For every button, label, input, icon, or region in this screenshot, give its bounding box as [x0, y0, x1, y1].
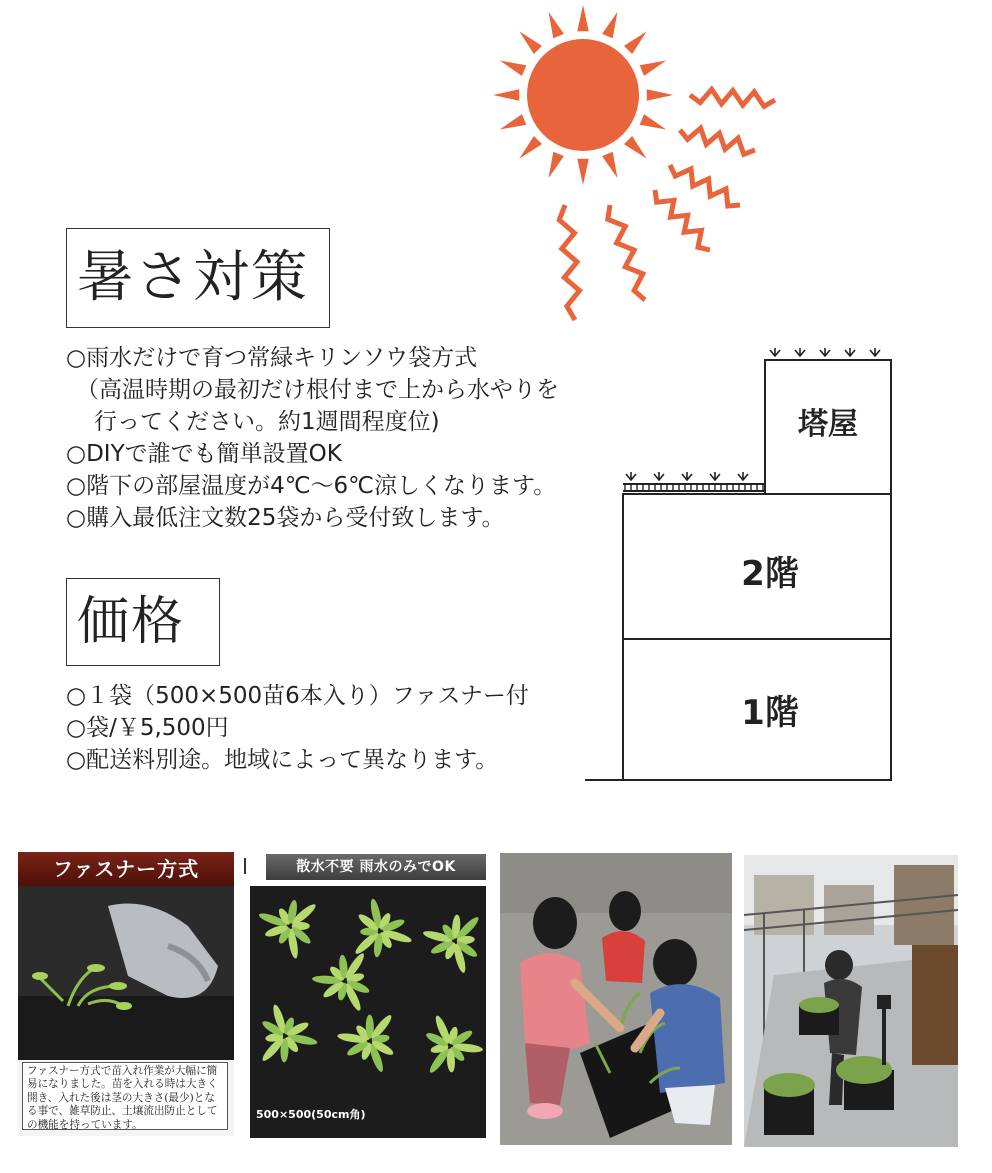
feature-line: ○雨水だけで育つ常緑キリンソウ袋方式 — [66, 345, 478, 371]
heat-wave-line — [670, 165, 740, 206]
planting-hands-image — [18, 886, 234, 1060]
roof-plant-icon — [738, 472, 748, 480]
fastener-method-photo — [18, 852, 234, 1136]
roof-plant-icon — [626, 472, 636, 480]
sun-ray — [519, 31, 542, 54]
sun-ray — [640, 61, 666, 76]
price-heading: 価格 — [66, 578, 220, 666]
roof-plant-icon — [870, 348, 880, 356]
sun-ray — [640, 114, 666, 129]
price-line: ○配送料別途。地域によって異なります。 — [66, 747, 499, 773]
children-planting-photo — [500, 853, 732, 1145]
sun-ray — [549, 12, 564, 38]
roof-plant-icon — [795, 348, 805, 356]
sun-ray — [602, 12, 617, 38]
heat-wave-line — [680, 128, 755, 154]
no-watering-banner: 散水不要 雨水のみでOK — [266, 854, 486, 880]
sun-ray — [577, 5, 589, 31]
penthouse-label: 塔屋 — [798, 407, 858, 442]
rooftop-photo — [744, 855, 958, 1147]
sun-ray — [624, 136, 647, 159]
sun-ray — [549, 152, 564, 178]
feature-line: ○購入最低注文数25袋から受付致します。 — [66, 505, 505, 531]
roof-plant-icon — [682, 472, 692, 480]
first-floor-label: 1階 — [741, 693, 799, 733]
feature-line: 行ってください。約1週間程度位) — [94, 409, 440, 435]
roof-plant-icon — [710, 472, 720, 480]
divider — [244, 858, 246, 874]
sun-icon — [470, 0, 800, 340]
building-diagram — [585, 340, 905, 790]
roof-plant-icon — [845, 348, 855, 356]
sun-ray — [647, 89, 673, 101]
feature-line: ○DIYで誰でも簡単設置OK — [66, 441, 342, 467]
roof-plant-icon — [820, 348, 830, 356]
feature-line: ○階下の部屋温度が4℃〜6℃涼しくなります。 — [66, 473, 557, 499]
planter-bag-image — [250, 886, 486, 1138]
fastener-method-caption: ファスナー方式で苗入れ作業が大幅に簡易になりました。苗を入れる時は大きく開き、入れた後は茎の大きさ(最少)となる事で、雑草防止、土壌流出防止としての機能を持っています。 — [22, 1062, 228, 1130]
sun-ray — [624, 31, 647, 54]
sun-ray — [577, 159, 589, 185]
sun-ray — [519, 136, 542, 159]
roof-plant-icon — [770, 348, 780, 356]
heat-countermeasures-heading: 暑さ対策 — [66, 228, 330, 328]
price-line: ○１袋（500×500苗6本入り）ファスナー付 — [66, 683, 529, 709]
planter-bag-photo — [244, 852, 488, 1138]
roof-plant-icon — [654, 472, 664, 480]
second-floor-label: 2階 — [741, 554, 799, 594]
sun-ray — [500, 61, 526, 76]
feature-line: （高温時期の最初だけ根付まで上から水やりを — [76, 377, 559, 403]
fastener-method-banner: ファスナー方式 — [18, 852, 234, 886]
sun-ray — [602, 152, 617, 178]
sun-ray — [500, 114, 526, 129]
heat-wave-line — [690, 89, 775, 106]
heat-wave-line — [559, 205, 579, 320]
heat-countermeasures-list — [66, 342, 559, 534]
heat-wave-line — [655, 190, 710, 250]
sun-ray — [493, 89, 519, 101]
price-list — [66, 680, 529, 776]
heat-wave-line — [608, 205, 645, 300]
price-line: ○袋/￥5,500円 — [66, 715, 229, 741]
bag-size-label: 500×500(50cm角) — [256, 1108, 366, 1121]
